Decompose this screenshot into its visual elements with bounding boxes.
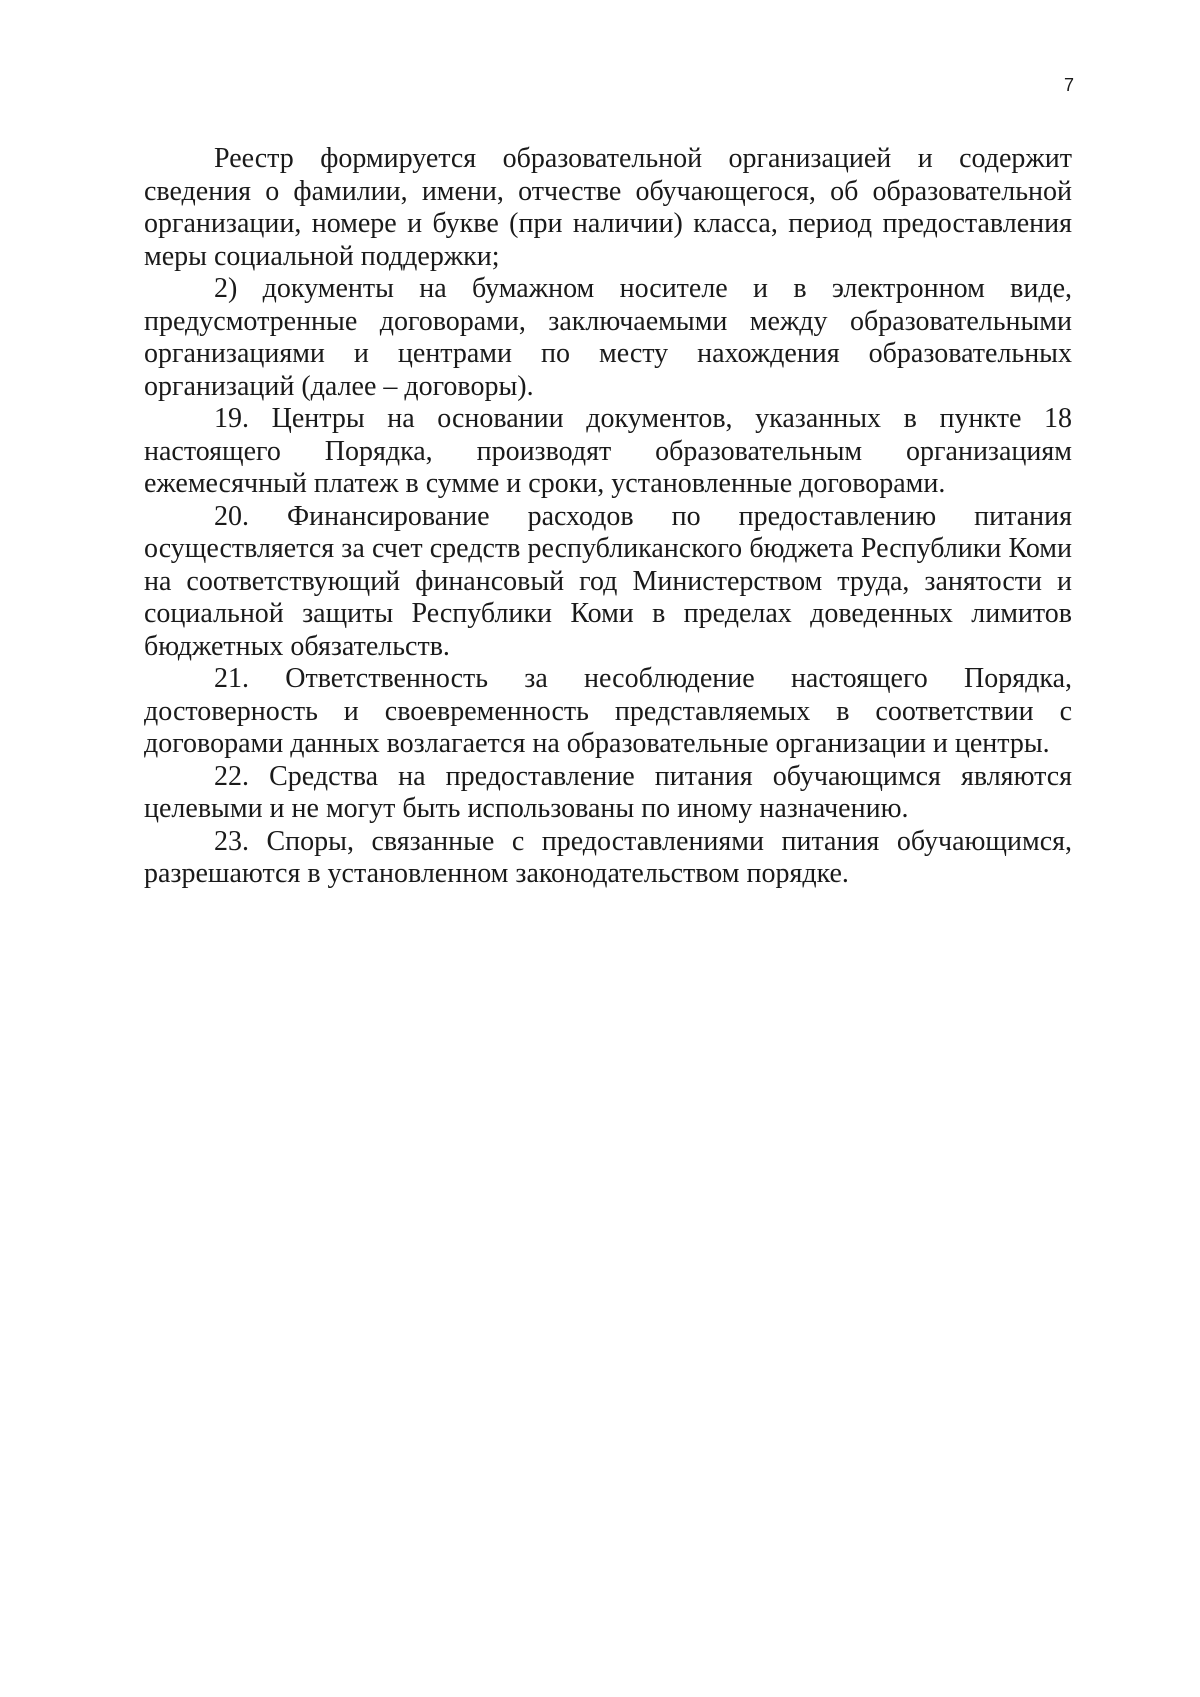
paragraph-20: 20. Финансирование расходов по предоставлению питания осуществляется за счет средств республиканского бюджета Республики Коми на соответствующий финансовый год Министерством труда, занятости и социальной защиты Республики Коми в пределах доведенных лимитов бюджетных обязательств. (144, 500, 1072, 662)
paragraph-23: 23. Споры, связанные с предоставлениями питания обучающимся, разрешаются в установленном законодательством порядке. (144, 825, 1072, 889)
document-body (144, 143, 1072, 891)
paragraph-19: 19. Центры на основании документов, указанных в пункте 18 настоящего Порядка, производят образовательным организациям ежемесячный платеж в сумме и сроки, установленные договорами. (144, 403, 1072, 499)
page-number: 7 (1063, 75, 1074, 95)
paragraph-21: 21. Ответственность за несоблюдение настоящего Порядка, достоверность и своевременность представляемых в соответствии с договорами данных возлагается на образовательные организации и центры. (144, 663, 1072, 759)
paragraph-22: 22. Средства на предоставление питания обучающимся являются целевыми и не могут быть использованы по иному назначению. (144, 760, 1072, 824)
paragraph-item-2-documents: 2) документы на бумажном носителе и в электронном виде, предусмотренные договорами, заключаемыми между образовательными организациями и центрами по месту нахождения образовательных организаций (далее – договоры). (144, 273, 1072, 402)
paragraph-registry: Реестр формируется образовательной организацией и содержит сведения о фамилии, имени, отчестве обучающегося, об образовательной организации, номере и букве (при наличии) класса, период предоставления меры социальной поддержки; (144, 143, 1072, 272)
